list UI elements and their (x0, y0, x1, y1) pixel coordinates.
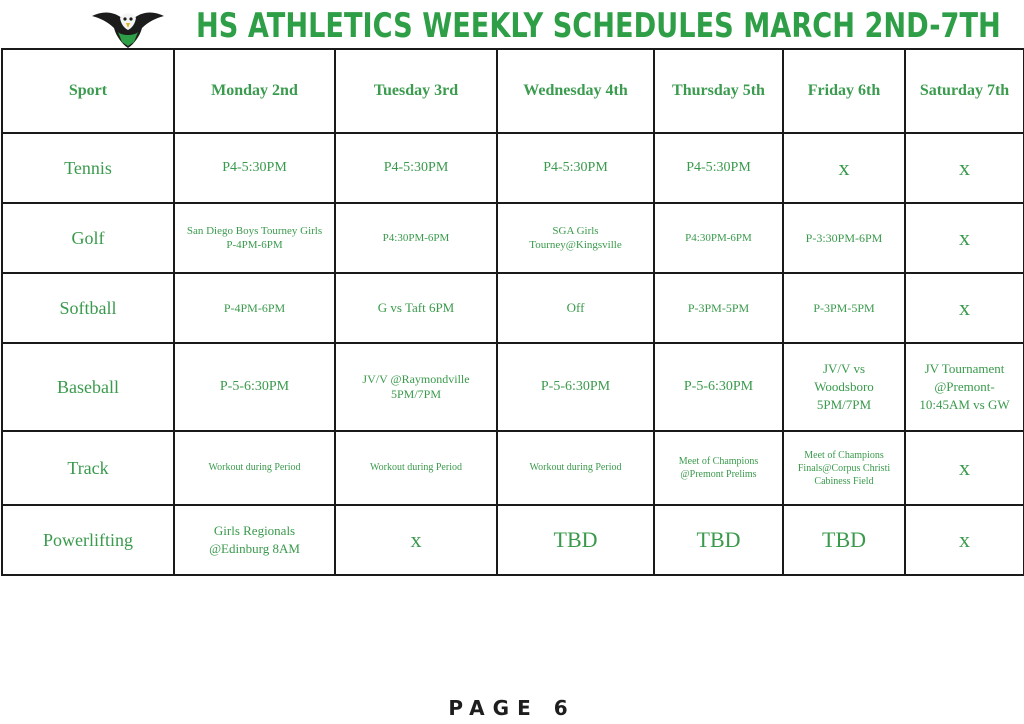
schedule-cell: Girls Regionals @Edinburg 8AM (174, 505, 335, 575)
schedule-cell: TBD (783, 505, 905, 575)
schedule-cell: P-5-6:30PM (654, 343, 783, 431)
sport-cell: Powerlifting (2, 505, 174, 575)
schedule-cell: P-5-6:30PM (497, 343, 654, 431)
schedule-cell: x (905, 133, 1024, 203)
schedule-cell: P-4PM-6PM (174, 273, 335, 343)
schedule-cell: SGA Girls Tourney@Kingsville (497, 203, 654, 273)
column-header-sport: Sport (2, 49, 174, 133)
schedule-cell: P4-5:30PM (497, 133, 654, 203)
schedule-cell: Workout during Period (335, 431, 497, 505)
schedule-cell: Off (497, 273, 654, 343)
column-header-saturday: Saturday 7th (905, 49, 1024, 133)
table-row-powerlifting (2, 505, 1024, 575)
schedule-cell: JV/V vs Woodsboro 5PM/7PM (783, 343, 905, 431)
table-row-softball (2, 273, 1024, 343)
table-row-track (2, 431, 1024, 505)
schedule-cell: P-3:30PM-6PM (783, 203, 905, 273)
schedule-cell: P-3PM-5PM (783, 273, 905, 343)
page-title: HS ATHLETICS WEEKLY SCHEDULES MARCH 2ND-7TH (196, 6, 1001, 46)
schedule-cell: P4-5:30PM (174, 133, 335, 203)
sport-cell: Baseball (2, 343, 174, 431)
sport-cell: Golf (2, 203, 174, 273)
schedule-cell: P4-5:30PM (654, 133, 783, 203)
schedule-cell: San Diego Boys Tourney Girls P-4PM-6PM (174, 203, 335, 273)
schedule-cell: x (905, 203, 1024, 273)
sport-cell: Track (2, 431, 174, 505)
schedule-cell: P-5-6:30PM (174, 343, 335, 431)
schedule-cell: P-3PM-5PM (654, 273, 783, 343)
header-row (2, 49, 1024, 133)
schedule-cell: Meet of Champions @Premont Prelims (654, 431, 783, 505)
schedule-cell: x (905, 505, 1024, 575)
schedule-cell: G vs Taft 6PM (335, 273, 497, 343)
schedule-cell: x (335, 505, 497, 575)
eagle-logo-icon (90, 6, 166, 50)
column-header-tuesday: Tuesday 3rd (335, 49, 497, 133)
sport-cell: Tennis (2, 133, 174, 203)
schedule-table (1, 48, 1024, 576)
column-header-friday: Friday 6th (783, 49, 905, 133)
page-number: PAGE 6 (448, 696, 576, 720)
schedule-cell: x (905, 431, 1024, 505)
table-row-golf (2, 203, 1024, 273)
schedule-cell: P4:30PM-6PM (335, 203, 497, 273)
schedule-cell: JV/V @Raymondville 5PM/7PM (335, 343, 497, 431)
column-header-thursday: Thursday 5th (654, 49, 783, 133)
schedule-cell: x (783, 133, 905, 203)
schedule-cell: P4:30PM-6PM (654, 203, 783, 273)
schedule-cell: TBD (654, 505, 783, 575)
schedule-cell: TBD (497, 505, 654, 575)
table-row-baseball (2, 343, 1024, 431)
schedule-cell: P4-5:30PM (335, 133, 497, 203)
sport-cell: Softball (2, 273, 174, 343)
schedule-cell: Meet of Champions Finals@Corpus Christi Cabiness Field (783, 431, 905, 505)
schedule-cell: Workout during Period (497, 431, 654, 505)
schedule-cell: Workout during Period (174, 431, 335, 505)
schedule-cell: JV Tournament @Premont- 10:45AM vs GW (905, 343, 1024, 431)
column-header-wednesday: Wednesday 4th (497, 49, 654, 133)
table-row-tennis (2, 133, 1024, 203)
column-header-monday: Monday 2nd (174, 49, 335, 133)
schedule-cell: x (905, 273, 1024, 343)
